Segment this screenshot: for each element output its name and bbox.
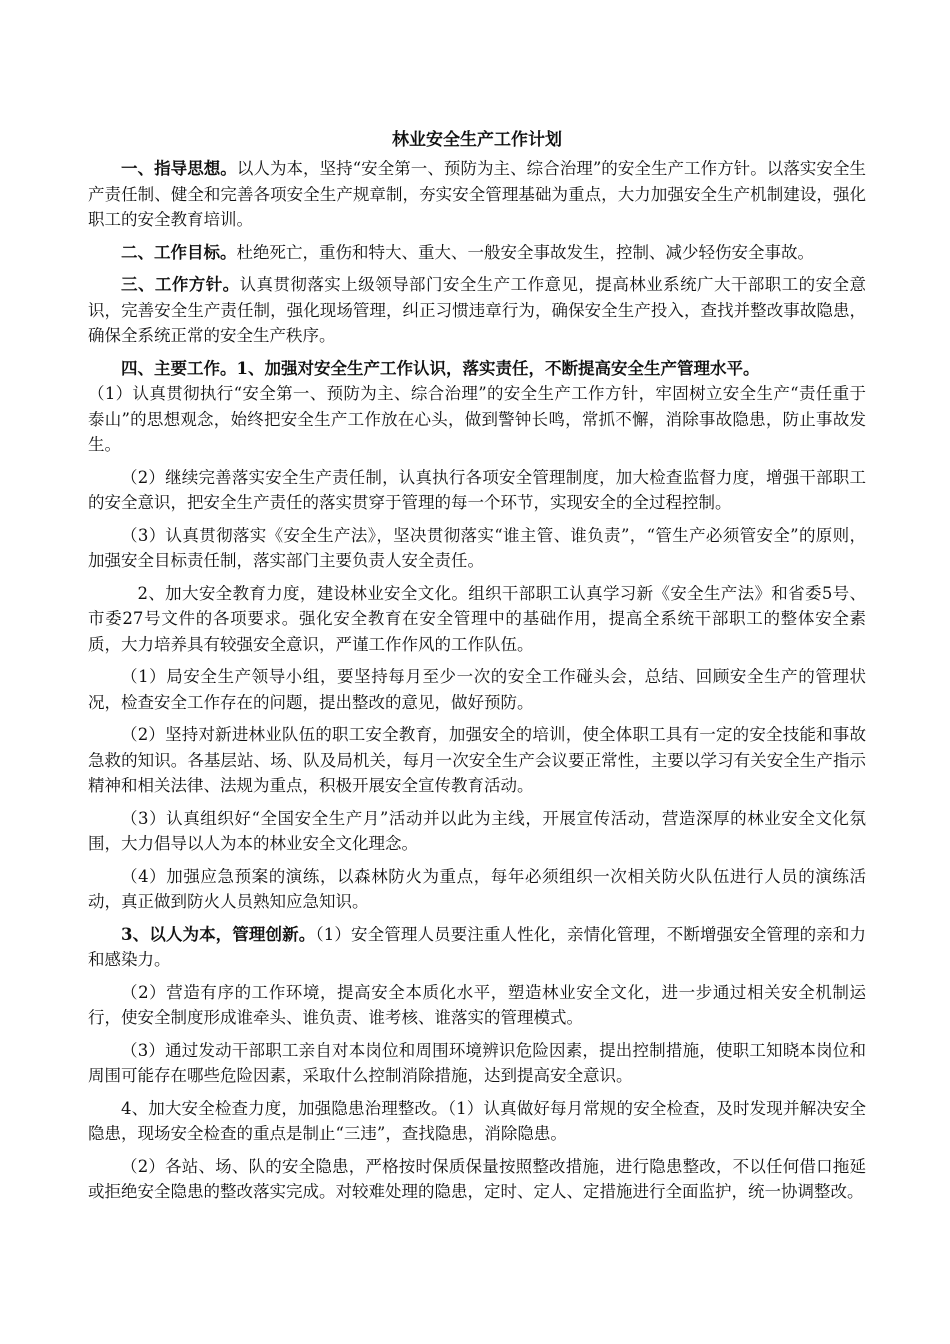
- section-heading: 一、指导思想。: [121, 159, 237, 178]
- section-heading: 三、工作方针。: [121, 275, 240, 294]
- section-heading: 二、工作目标。: [121, 242, 237, 262]
- paragraph: （2）坚持对新进林业队伍的职工安全教育，加强安全的培训，使全体职工具有一定的安全技能和事故急救的知识。各基层站、场、队及局机关，每月一次安全生产会议要正常性，主要以学习有关安全生产指示精神和相关法律、法规为重点，积极开展安全宣传教育活动。: [88, 725, 866, 795]
- section-text: 杜绝死亡，重伤和特大、重大、一般安全事故发生，控制、减少轻伤安全事故。: [236, 242, 814, 262]
- document-title: 林业安全生产工作计划: [392, 130, 562, 150]
- paragraph: （2）继续完善落实安全生产责任制，认真执行各项安全管理制度，加大检查监督力度，增强干部职工的安全意识，把安全生产责任的落实贯穿于管理的每一个环节，实现安全的全过程控制。: [88, 467, 866, 512]
- document-page: [88, 128, 866, 1212]
- section-text: （1）安全管理人员要注重人性化，亲情化管理，不断增强安全管理的亲和力和感染力。: [88, 924, 866, 969]
- paragraph: （3）认真贯彻落实《安全生产法》，坚决贯彻落实“谁主管、谁负责”，“管生产必须管安全”的原则，加强安全目标责任制，落实部门主要负责人安全责任。: [88, 525, 866, 570]
- paragraph: 4、加大安全检查力度，加强隐患治理整改。（1）认真做好每月常规的安全检查，及时发现并解决安全隐患，现场安全检查的重点是制止“三违”，查找隐患，消除隐患。: [88, 1098, 866, 1143]
- section-heading: 四、主要工作。1、加强对安全生产工作认识，落实责任，不断提高安全生产管理水平。: [121, 358, 760, 378]
- section-heading: 3、以人为本，管理创新。: [121, 924, 316, 944]
- section-guiding-ideology: [88, 156, 866, 233]
- section-people-oriented: [88, 922, 866, 973]
- section-text: 以人为本，坚持“安全第一、预防为主、综合治理”的安全生产工作方针。以落实安全生产责任制、健全和完善各项安全生产规章制，夯实安全管理基础为重点，大力加强安全生产机制建设，强化职工的安全教育培训。: [88, 159, 867, 229]
- paragraph: （3）通过发动干部职工亲自对本岗位和周围环境辨识危险因素，提出控制措施，使职工知晓本岗位和周围可能存在哪些危险因素，采取什么控制消除措施，达到提高安全意识。: [88, 1040, 866, 1085]
- paragraph: （2）营造有序的工作环境，提高安全本质化水平，塑造林业安全文化，进一步通过相关安全机制运行，使安全制度形成谁牵头、谁负责、谁考核、谁落实的管理模式。: [88, 982, 866, 1027]
- paragraph: 2、加大安全教育力度，建设林业安全文化。组织干部职工认真学习新《安全生产法》和省委5号、市委27号文件的各项要求。强化安全教育在安全管理中的基础作用，提高全系统干部职工的整体安全素质，大力培养具有较强安全意识，严谨工作作风的工作队伍。: [88, 583, 866, 654]
- paragraph: （2）各站、场、队的安全隐患，严格按时保质保量按照整改措施，进行隐患整改，不以任何借口拖延或拒绝安全隐患的整改落实完成。对较难处理的隐患，定时、定人、定措施进行全面监护，统一协调整改。: [88, 1156, 866, 1201]
- paragraph: （3）认真组织好“全国安全生产月”活动并以此为主线，开展宣传活动，营造深厚的林业安全文化氛围，大力倡导以人为本的林业安全文化理念。: [88, 808, 866, 853]
- paragraph: （4）加强应急预案的演练，以森林防火为重点，每年必须组织一次相关防火队伍进行人员的演练活动，真正做到防火人员熟知应急知识。: [88, 866, 866, 911]
- paragraph: （1）认真贯彻执行“安全第一、预防为主、综合治理”的安全生产工作方针，牢固树立安全生产“责任重于泰山”的思想观念，始终把安全生产工作放在心头，做到警钟长鸣，常抓不懈，消除事故隐患，防止事故发生。: [88, 384, 866, 454]
- section-text: 认真贯彻落实上级领导部门安全生产工作意见，提高林业系统广大干部职工的安全意识，完善安全生产责任制，强化现场管理，纠正习惯违章行为，确保安全生产投入，查找并整改事故隐患，确保全系统正常的安全生产秩序。: [88, 275, 867, 345]
- section-work-goal: [88, 240, 866, 266]
- section-work-policy: [88, 272, 866, 349]
- section-main-work: [88, 356, 866, 382]
- paragraph: （1）局安全生产领导小组，要坚持每月至少一次的安全工作碰头会，总结、回顾安全生产的管理状况，检查安全工作存在的问题，提出整改的意见，做好预防。: [88, 667, 866, 712]
